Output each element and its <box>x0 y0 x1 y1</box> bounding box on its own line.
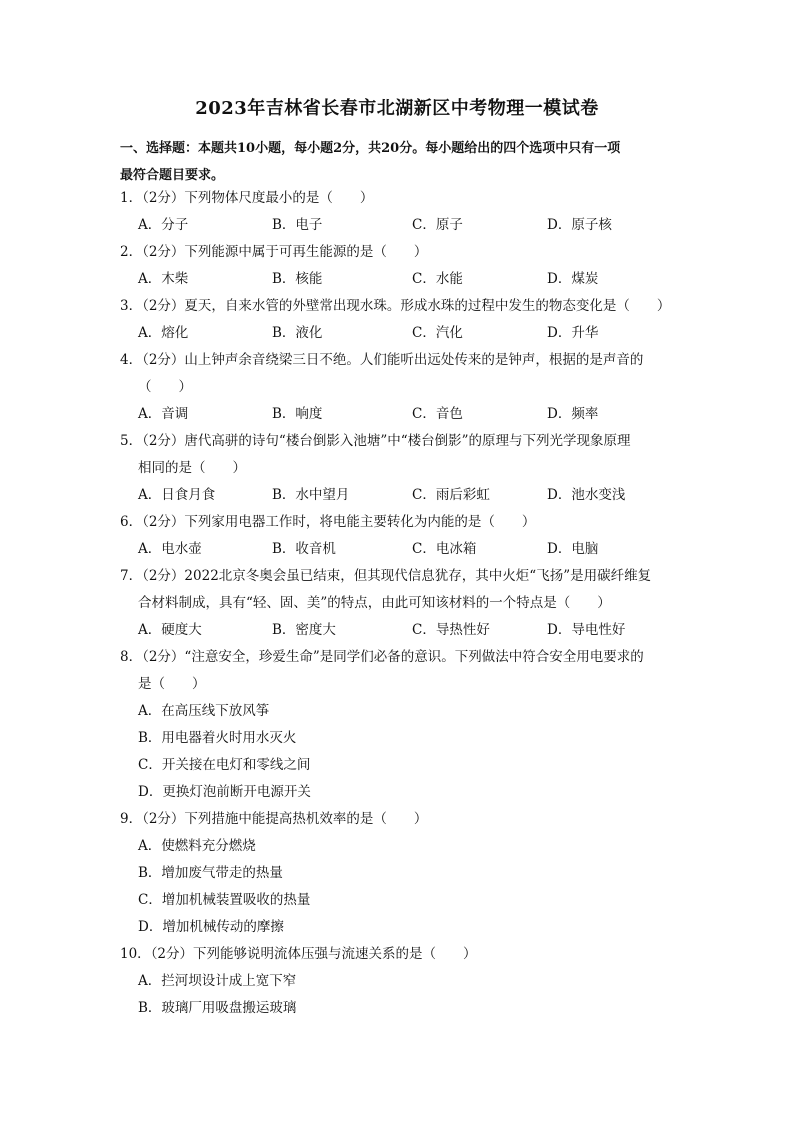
option-d: D．导电性好 <box>547 622 626 638</box>
option-a: A．熔化 <box>138 325 189 341</box>
option-c: C．汽化 <box>412 325 463 341</box>
question-text: （2分）“注意安全，珍爱生命”是同学们必备的意识。下列做法中符合安全用电要求的 <box>142 649 644 665</box>
question-10 <box>120 941 680 1022</box>
option-row <box>120 266 680 293</box>
question-text: （2分）下列能源中属于可再生能源的是（ ） <box>142 244 428 260</box>
option-row <box>120 536 680 563</box>
option-d: D．电脑 <box>547 541 599 557</box>
option-c: C．水能 <box>412 271 463 287</box>
option-row <box>120 482 680 509</box>
question-9 <box>120 806 680 941</box>
question-4 <box>120 347 680 428</box>
option-d: D．池水变浅 <box>547 487 626 503</box>
question-text: （2分）下列措施中能提高热机效率的是（ ） <box>142 811 428 827</box>
option-a: A．拦河坝设计成上宽下窄 <box>138 973 297 989</box>
question-number: 1． <box>120 190 143 206</box>
question-7 <box>120 563 680 644</box>
option-d: D．增加机械传动的摩擦 <box>138 919 284 935</box>
option-b: B．增加废气带走的热量 <box>138 865 283 881</box>
option-b: B．密度大 <box>272 622 336 638</box>
option-b: B．电子 <box>272 217 323 233</box>
question-number: 9． <box>120 811 143 827</box>
question-text: （2分）下列家用电器工作时，将电能主要转化为内能的是（ ） <box>142 514 536 530</box>
option-a: A．在高压线下放风筝 <box>138 703 270 719</box>
option-b: B．用电器着火时用水灭火 <box>138 730 297 746</box>
question-text: （2分）下列能够说明流体压强与流速关系的是（ ） <box>150 946 477 962</box>
question-5 <box>120 428 680 509</box>
option-b: B．核能 <box>272 271 323 287</box>
option-d: D．更换灯泡前断开电源开关 <box>138 784 311 800</box>
option-b: B．玻璃厂用吸盘搬运玻璃 <box>138 1000 297 1016</box>
option-c: C．电冰箱 <box>412 541 477 557</box>
question-text: （2分）山上钟声余音绕梁三日不绝。人们能听出远处传来的是钟声，根据的是声音的 <box>142 352 644 368</box>
question-text: （2分）下列物体尺度最小的是（ ） <box>142 190 374 206</box>
option-a: A．使燃料充分燃烧 <box>138 838 256 854</box>
question-2 <box>120 239 680 293</box>
option-d: D．原子核 <box>547 217 612 233</box>
section-heading <box>120 135 680 189</box>
option-c: C．音色 <box>412 406 463 422</box>
option-a: A．电水壶 <box>138 541 202 557</box>
question-text-continued: （ ） <box>138 379 192 395</box>
option-row <box>120 320 680 347</box>
question-number: 5． <box>120 433 143 449</box>
question-text: （2分）唐代高骈的诗句“楼台倒影入池塘”中“楼台倒影”的原理与下列光学现象原理 <box>142 433 631 449</box>
option-c: C．导热性好 <box>412 622 490 638</box>
question-6 <box>120 509 680 563</box>
question-8 <box>120 644 680 806</box>
option-b: B．水中望月 <box>272 487 350 503</box>
question-number: 8． <box>120 649 143 665</box>
option-row <box>120 212 680 239</box>
question-3 <box>120 293 680 347</box>
question-number: 4． <box>120 352 143 368</box>
question-text-continued: 是（ ） <box>138 676 206 692</box>
question-text: （2分）2022北京冬奥会虽已结束，但其现代信息犹存，其中火炬“飞扬”是用碳纤维复 <box>142 568 652 584</box>
page-title: 2023年吉林省长春市北湖新区中考物理一模试卷 <box>195 98 599 119</box>
section-heading-line-2: 最符合题目要求。 <box>120 168 225 183</box>
question-number: 2． <box>120 244 143 260</box>
option-row <box>120 401 680 428</box>
option-b: B．收音机 <box>272 541 336 557</box>
question-list <box>120 185 680 1022</box>
option-a: A．木柴 <box>138 271 189 287</box>
question-number: 10． <box>120 946 151 962</box>
option-d: D．煤炭 <box>547 271 599 287</box>
option-d: D．升华 <box>547 325 599 341</box>
option-c: C．增加机械装置吸收的热量 <box>138 892 311 908</box>
question-1 <box>120 185 680 239</box>
option-a: A．硬度大 <box>138 622 202 638</box>
question-number: 6． <box>120 514 143 530</box>
option-b: B．响度 <box>272 406 323 422</box>
question-number: 3． <box>120 298 143 314</box>
option-c: C．原子 <box>412 217 463 233</box>
option-d: D．频率 <box>547 406 599 422</box>
option-c: C．雨后彩虹 <box>412 487 490 503</box>
question-text-continued: 相同的是（ ） <box>138 460 246 476</box>
option-a: A．分子 <box>138 217 189 233</box>
question-text-continued: 合材料制成，具有“轻、固、美”的特点，由此可知该材料的一个特点是（ ） <box>138 595 611 611</box>
section-heading-line-1: 一、选择题：本题共10小题，每小题2分，共20分。每小题给出的四个选项中只有一项 <box>120 141 621 156</box>
option-row <box>120 617 680 644</box>
option-a: A．日食月食 <box>138 487 216 503</box>
question-number: 7． <box>120 568 143 584</box>
option-c: C．开关接在电灯和零线之间 <box>138 757 311 773</box>
question-text: （2分）夏天，自来水管的外壁常出现水珠。形成水珠的过程中发生的物态变化是（ ） <box>142 298 671 314</box>
option-a: A．音调 <box>138 406 189 422</box>
option-b: B．液化 <box>272 325 323 341</box>
